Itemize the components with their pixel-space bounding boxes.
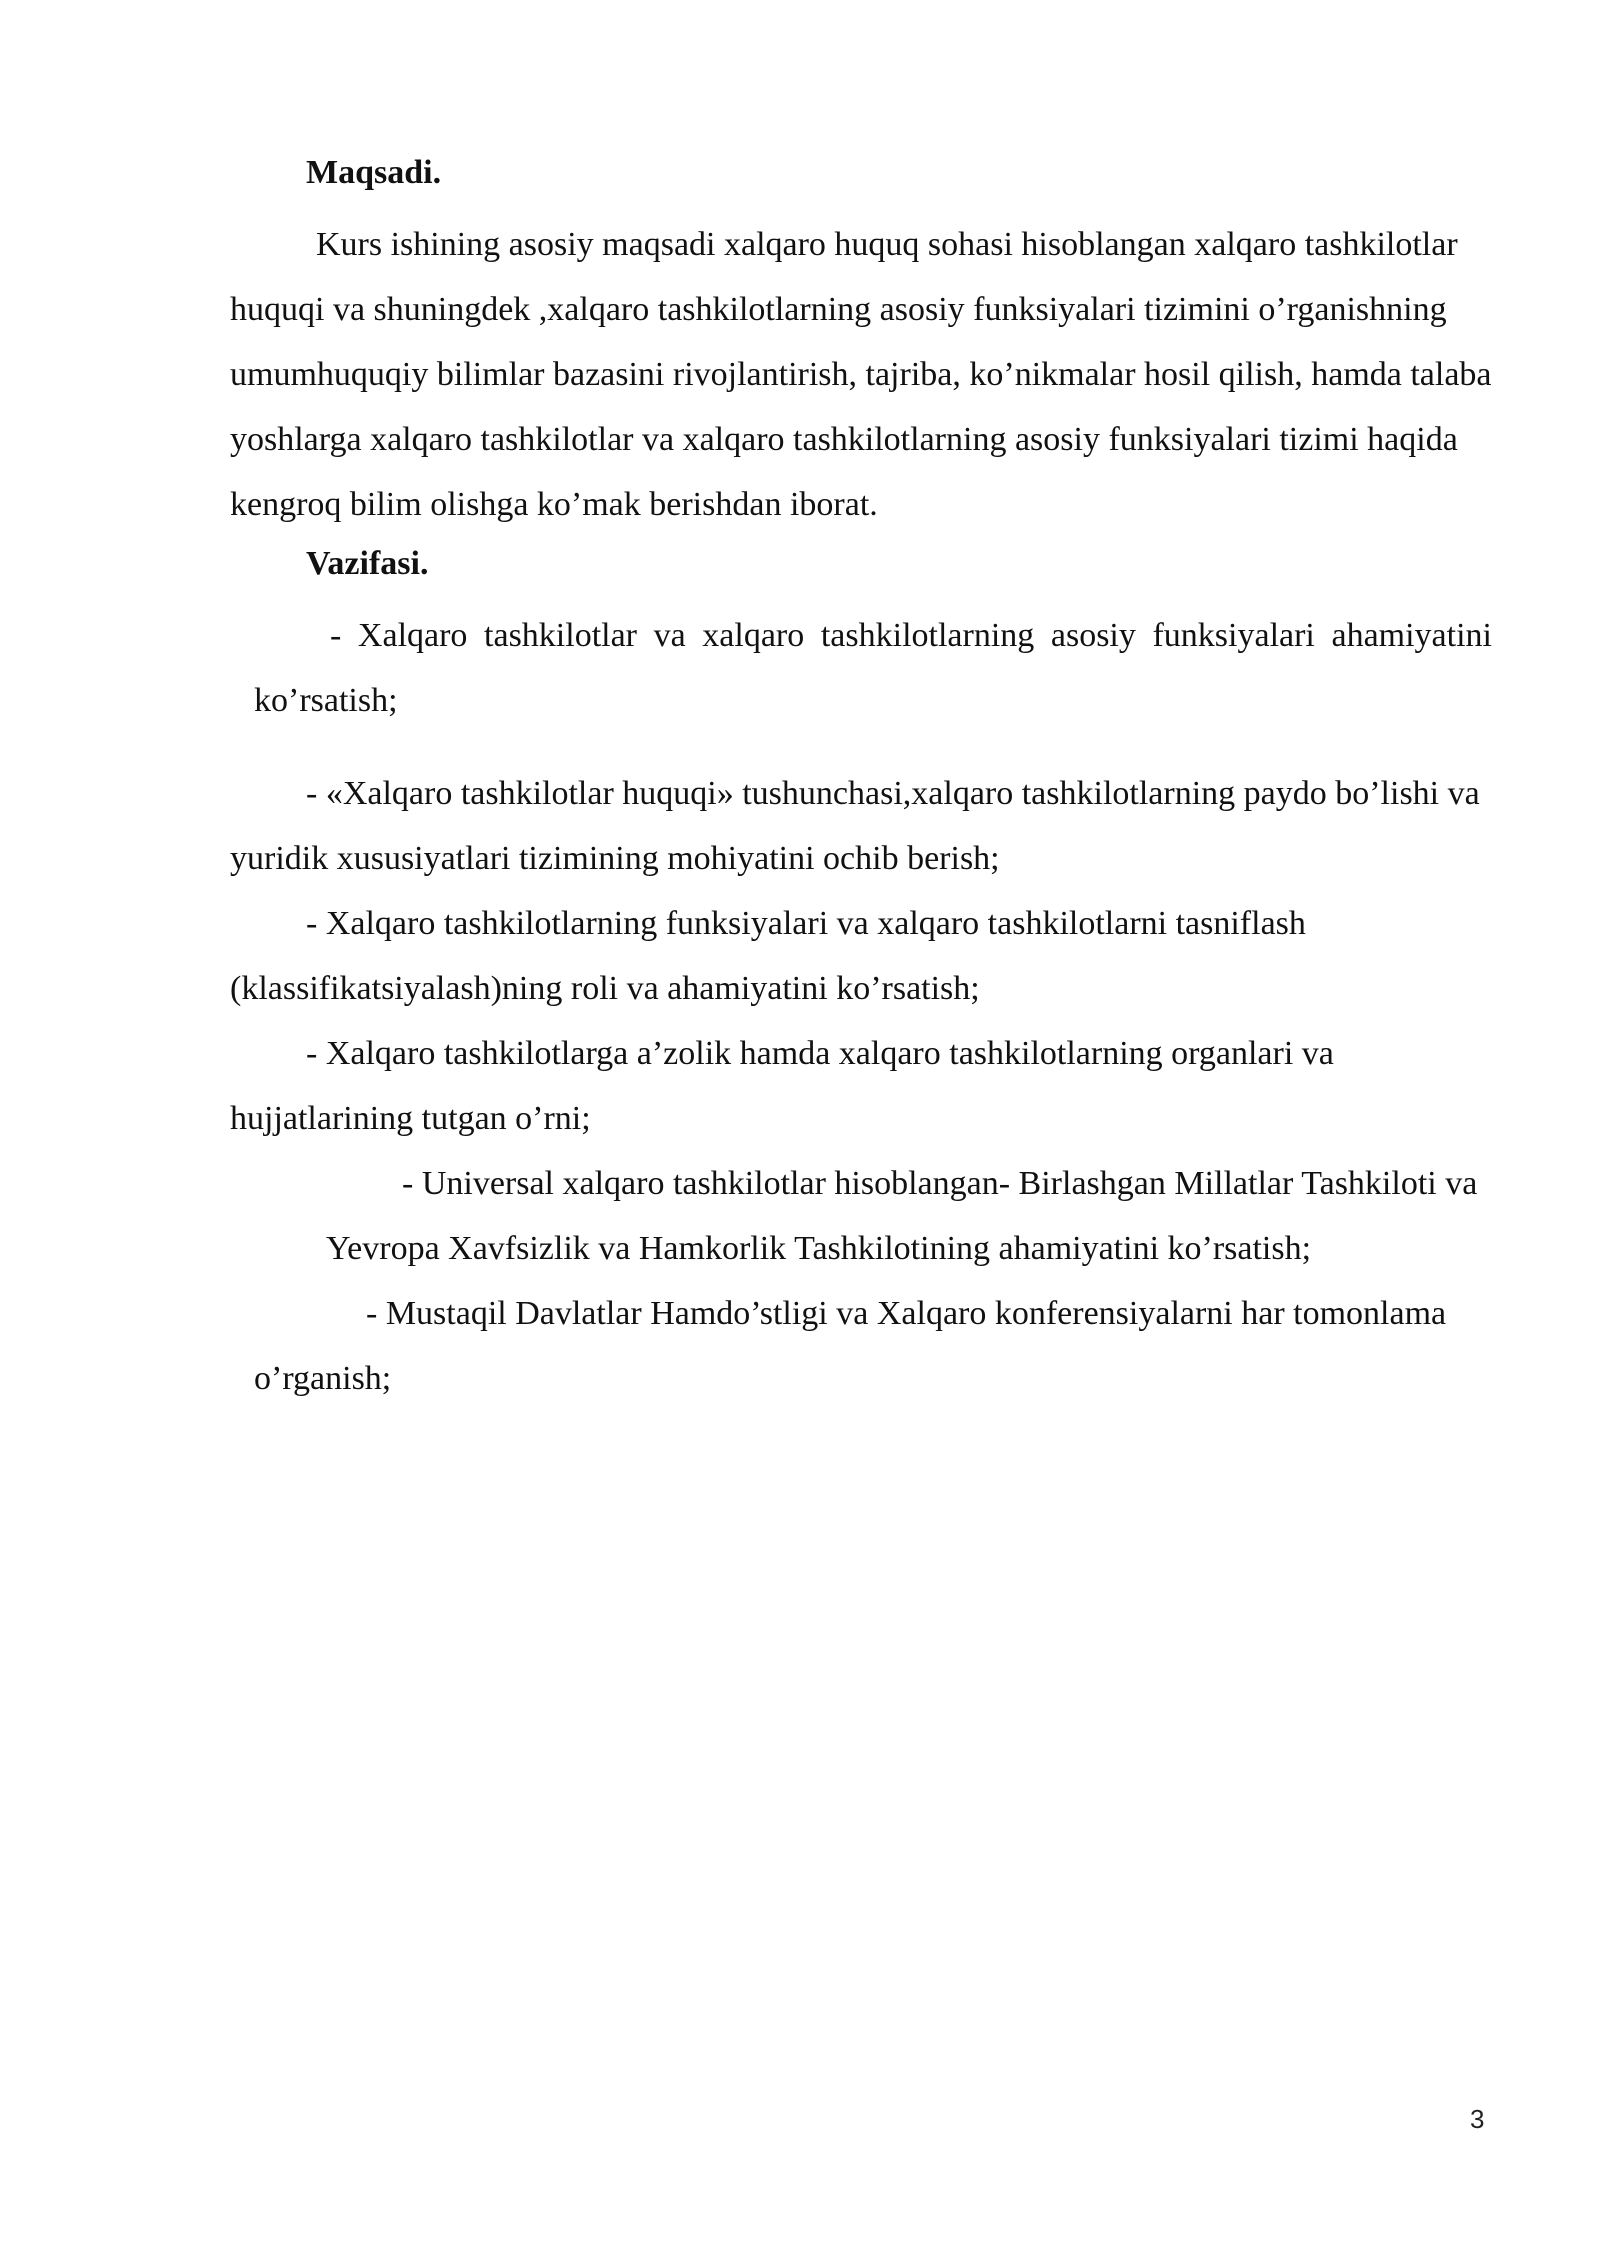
task-item: - Xalqaro tashkilotlarga a’zolik hamda xalqaro tashkilotlarning organlari va hujjatlarining tutgan o’rni;: [230, 1035, 1334, 1137]
page-number: 3: [1470, 2104, 1485, 2134]
task-item: - «Xalqaro tashkilotlar huquqi» tushunchasi,xalqaro tashkilotlarning paydo bo’lishi va yuridik xususiyatlari tizimining mohiyatini ochib berish;: [230, 775, 1480, 877]
page-content: [230, 150, 1492, 1411]
task-item: - Xalqaro tashkilotlar va xalqaro tashkilotlarning asosiy funksiyalari ahamiyatini ko’rsatish;: [254, 617, 1492, 719]
task-item: - Universal xalqaro tashkilotlar hisoblangan- Birlashgan Millatlar Tashkiloti va Yevropa Xavfsizlik va Hamkorlik Tashkilotining ahamiyatini ko’rsatish;: [326, 1165, 1478, 1267]
task-item: - Mustaqil Davlatlar Hamdo’stligi va Xalqaro konferensiyalarni har tomonlama o’rganish;: [254, 1295, 1447, 1397]
tasks-heading: Vazifasi.: [306, 545, 429, 582]
task-item: - Xalqaro tashkilotlarning funksiyalari va xalqaro tashkilotlarni tasniflash (klassifikatsiyalash)ning roli va ahamiyatini ko’rsatish;: [230, 905, 1306, 1007]
goal-paragraph: Kurs ishining asosiy maqsadi xalqaro huquq sohasi hisoblangan xalqaro tashkilotlar huquqi va shuningdek ,xalqaro tashkilotlarning asosiy funksiyalari tizimini o’rganishning umumhuquqiy bilimlar bazasini rivojlantirish, tajriba, ko’nikmalar hosil qilish, hamda talaba yoshlarga xalqaro tashkilotlar va xalqaro tashkilotlarning asosiy funksiyalari tizimi haqida kengroq bilim olishga ko’mak berishdan iborat.: [230, 226, 1492, 523]
goal-heading: Maqsadi.: [306, 154, 442, 191]
